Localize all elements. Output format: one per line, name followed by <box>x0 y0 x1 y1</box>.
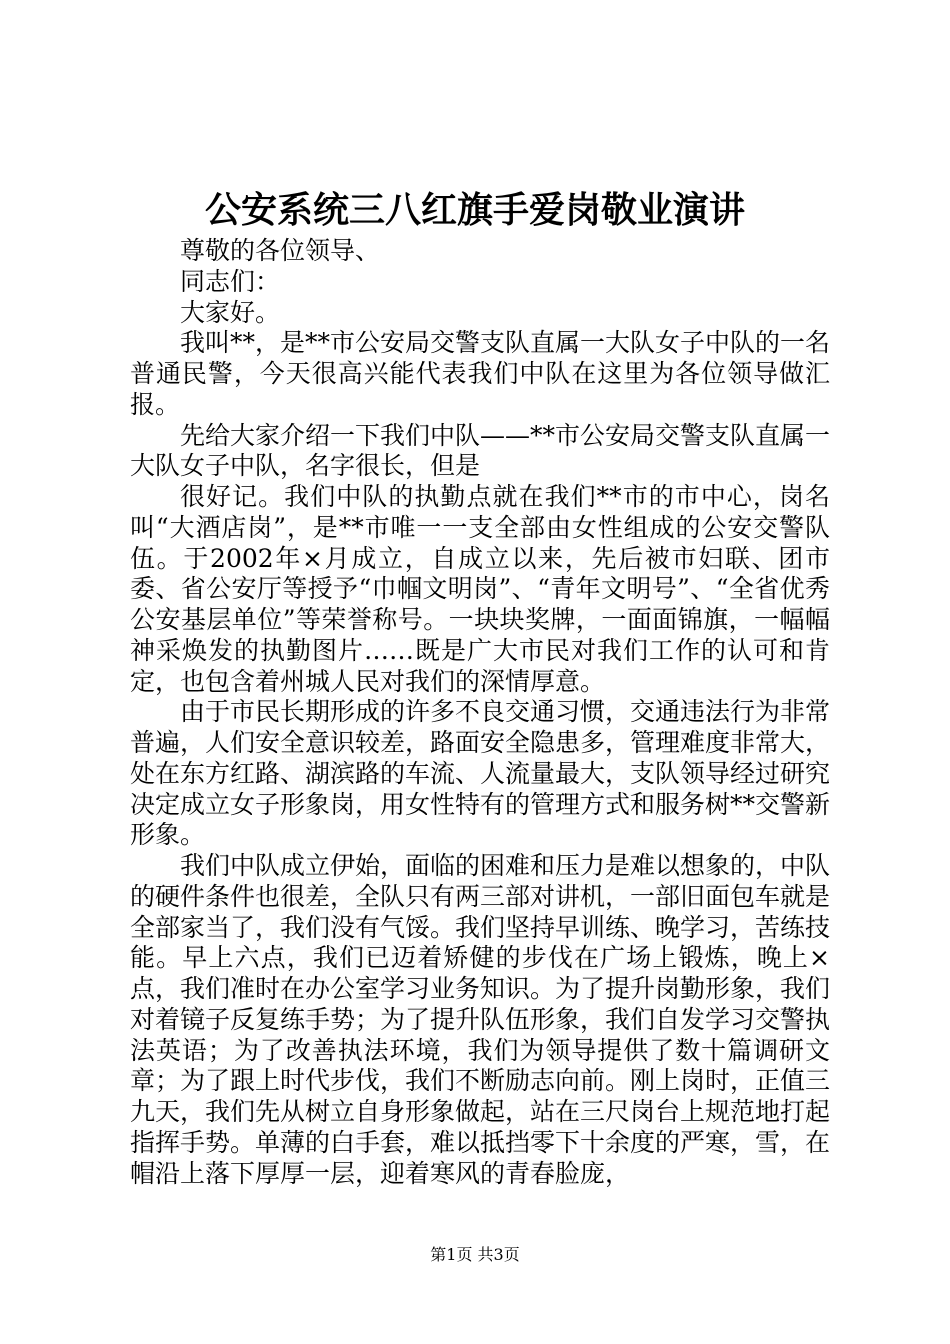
document-title: 公安系统三八红旗手爱岗敬业演讲 <box>204 189 745 231</box>
greeting-line: 大家好。 <box>180 297 281 327</box>
page-footer: 第1页 共3页 <box>430 1245 520 1264</box>
salutation-line-1: 尊敬的各位领导、 <box>180 236 381 265</box>
salutation-line-2: 同志们： <box>180 266 281 296</box>
paragraph-hardships: 我们中队成立伊始，面临的困难和压力是难以想象的，中队的硬件条件也很差，全队只有两三部对讲机，一部旧面包车就是全部家当了，我们没有气馁。我们坚持早训练、晚学习，苦练技能。早上六点，我们已迈着矫健的步伐在广场上锻炼，晚上×点，我们准时在办公室学习业务知识。为了提升岗勤形象，我们对着镜子反复练手势；为了提升队伍形象，我们自发学习交警执法英语；为了改善执法环境，我们为领导提供了数十篇调研文章；为了跟上时代步伐，我们不断励志向前。刚上岗时，正值三九天，我们先从树立自身形象做起，站在三尺岗台上规范地打起指挥手势。单薄的白手套，难以抵挡零下十余度的严寒，雪，在帽沿上落下厚厚一层，迎着寒风的青春脸庞， <box>130 851 831 1188</box>
paragraph-background: 由于市民长期形成的许多不良交通习惯，交通违法行为非常普遍，人们安全意识较差，路面安全隐患多，管理难度非常大，处在东方红路、湖滨路的车流、人流量最大，支队领导经过研究决定成立女子形象岗，用女性特有的管理方式和服务树**交警新形象。 <box>130 697 831 850</box>
paragraph-squad-honors: 很好记。我们中队的执勤点就在我们**市的市中心，岗名叫“大酒店岗”，是**市唯一一支全部由女性组成的公安交警队伍。于2002年×月成立，自成立以来，先后被市妇联、团市委、省公安厅等授予“巾帼文明岗”、“青年文明号”、“全省优秀公安基层单位”等荣誉称号。一块块奖牌，一面面锦旗，一幅幅神采焕发的执勤图片……既是广大市民对我们工作的认可和肯定，也包含着州城人民对我们的深情厚意。 <box>130 482 830 696</box>
paragraph-squad-intro: 先给大家介绍一下我们中队——**市公安局交警支队直属一大队女子中队，名字很长，但是 <box>130 420 831 481</box>
document-body <box>130 236 830 1189</box>
paragraph-introduction: 我叫**，是**市公安局交警支队直属一大队女子中队的一名普通民警，今天很高兴能代表我们中队在这里为各位领导做汇报。 <box>130 328 831 419</box>
